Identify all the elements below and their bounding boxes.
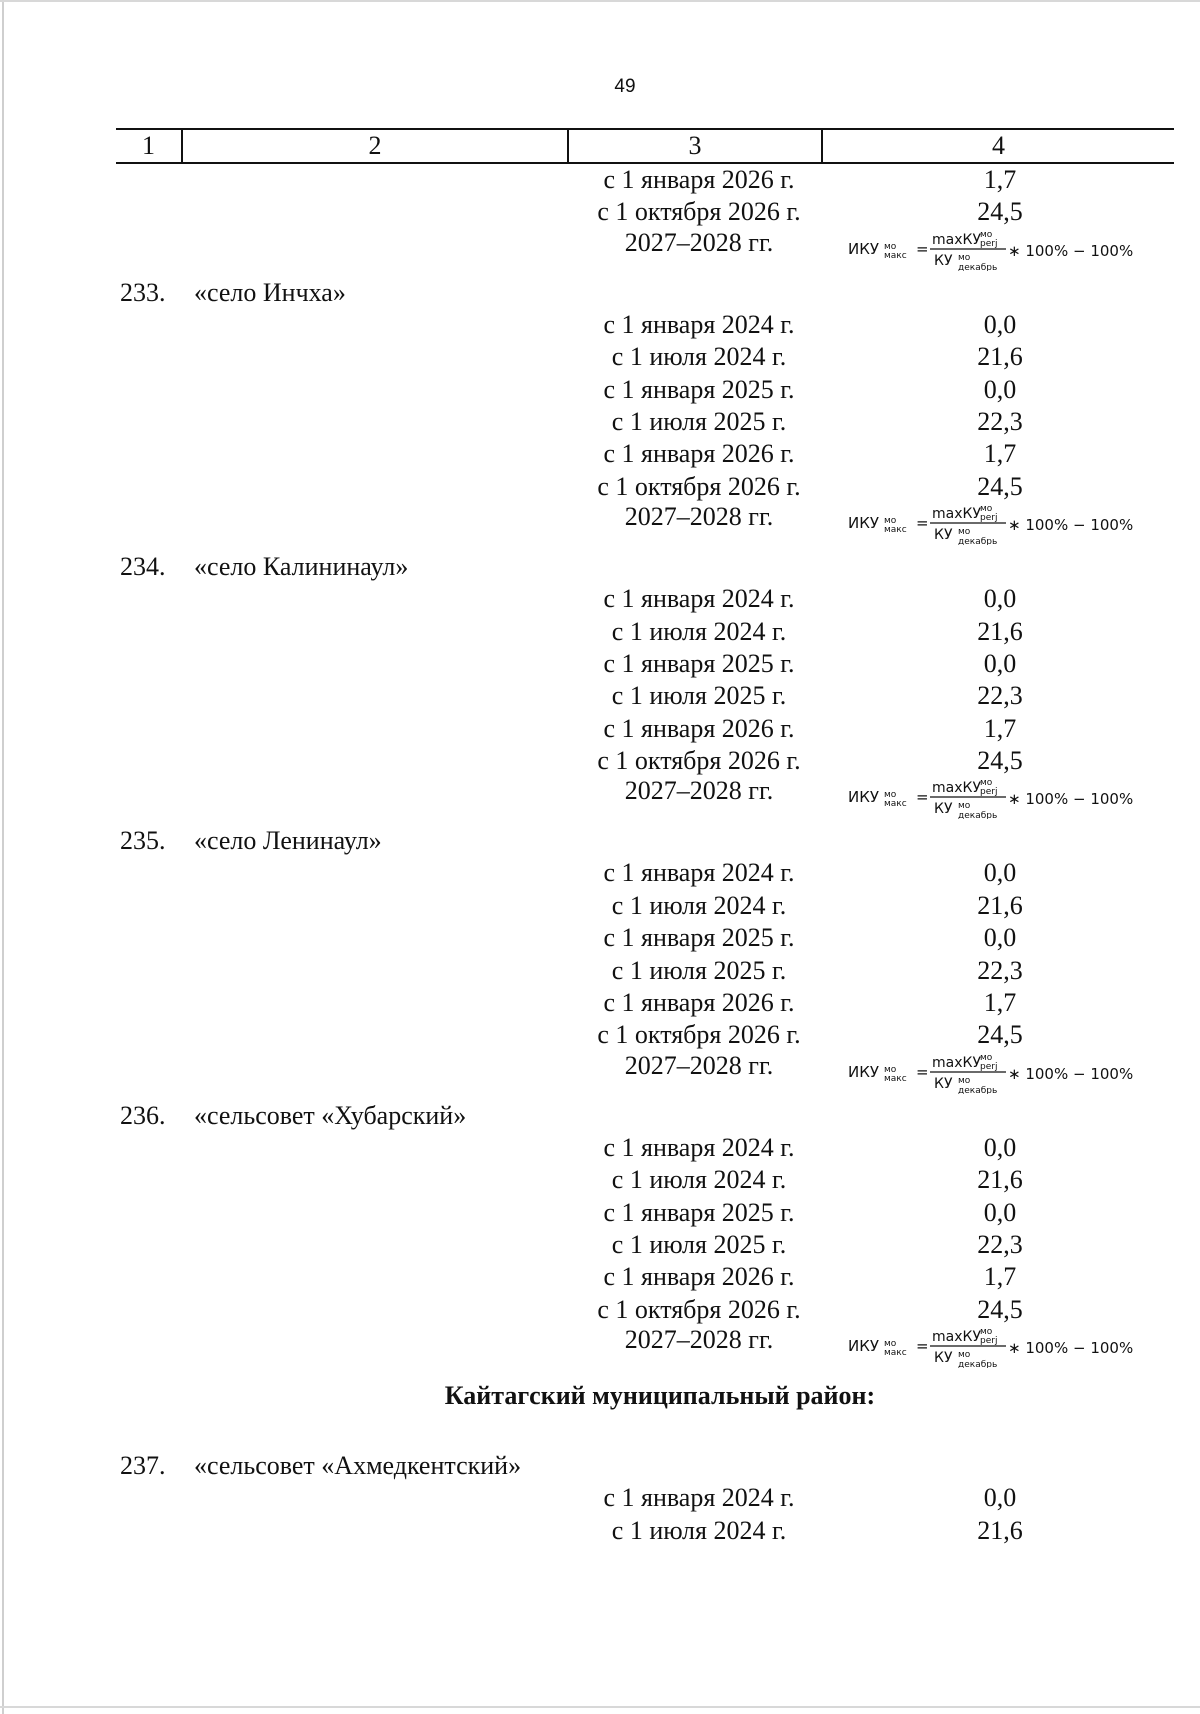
formula-lhs-sup: мо [884, 516, 897, 527]
column-header-1: 1 [116, 129, 182, 163]
page-edge-bottom [0, 1706, 1200, 1708]
index-value: 22,3 [977, 955, 1023, 985]
tariff-row-formula [0, 1325, 1200, 1369]
effective-date: с 1 января 2026 г. [603, 988, 795, 1018]
tariff-row [0, 616, 1200, 648]
tariff-row [0, 680, 1200, 712]
index-value: 21,6 [977, 616, 1023, 646]
entry-number: 236. [120, 1100, 166, 1130]
index-value: 24,5 [977, 471, 1023, 501]
formula-denominator-sub: декабрь [958, 1085, 998, 1094]
effective-date: с 1 января 2025 г. [603, 374, 795, 404]
effective-date: с 1 января 2026 г. [603, 439, 795, 469]
document-body [0, 164, 1200, 1547]
tariff-row [0, 1229, 1200, 1261]
formula-lhs: ИКУ [848, 514, 880, 533]
effective-date: с 1 января 2024 г. [603, 1483, 795, 1513]
effective-date: с 1 января 2024 г. [603, 858, 795, 888]
formula-equals: = [916, 239, 929, 258]
entry-title [0, 1100, 1200, 1132]
entry-name: «село Ленинаул» [194, 826, 382, 856]
column-header-table [116, 128, 1174, 164]
formula-tail: ∗ 100% − 100% [1008, 790, 1134, 809]
index-value: 24,5 [977, 1020, 1023, 1050]
effective-date: с 1 января 2024 г. [603, 309, 795, 339]
formula-tail: ∗ 100% − 100% [1008, 1339, 1134, 1358]
formula-denominator-sup: мо [958, 801, 971, 812]
formula-denominator: КУ [934, 1075, 953, 1092]
tariff-row [0, 1197, 1200, 1229]
entry-title [0, 551, 1200, 583]
entry-number: 235. [120, 826, 166, 856]
max-index-formula [846, 499, 1176, 545]
formula-lhs-sup: мо [884, 241, 897, 252]
tariff-row [0, 341, 1200, 373]
formula-lhs-sup: мо [884, 1339, 897, 1350]
max-index-formula [846, 773, 1176, 819]
effective-date: с 1 июля 2025 г. [611, 406, 787, 436]
entry-number: 237. [120, 1451, 166, 1481]
formula-numerator-sub: perj [980, 513, 998, 524]
max-index-formula [846, 225, 1176, 271]
effective-date: 2027–2028 гг. [624, 1050, 774, 1080]
formula-cell [846, 225, 1176, 271]
entry-title [0, 825, 1200, 857]
effective-date: с 1 января 2025 г. [603, 648, 795, 678]
formula-numerator: maxКУ [932, 231, 981, 248]
page-number: 49 [614, 76, 636, 97]
tariff-row [0, 1482, 1200, 1514]
column-header-4: 4 [822, 129, 1174, 163]
tariff-row [0, 922, 1200, 954]
formula-lhs: ИКУ [848, 1062, 880, 1081]
effective-date: с 1 июля 2024 г. [611, 342, 787, 372]
tariff-row-formula [0, 502, 1200, 546]
effective-date: 2027–2028 гг. [624, 502, 774, 532]
formula-numerator: maxКУ [932, 1054, 981, 1071]
district-heading: Кайтагский муниципальный район: [444, 1381, 876, 1411]
formula-equals: = [916, 1337, 929, 1356]
entry-number: 234. [120, 552, 166, 582]
entry-title [0, 1450, 1200, 1482]
effective-date: с 1 января 2026 г. [603, 1262, 795, 1292]
tariff-row [0, 713, 1200, 745]
entry-name: «сельсовет «Хубарский» [194, 1100, 467, 1130]
tariff-row [0, 648, 1200, 680]
municipality-entry [0, 277, 1200, 546]
formula-equals: = [916, 788, 929, 807]
formula-cell [846, 1048, 1176, 1094]
formula-lhs: ИКУ [848, 239, 880, 258]
entry-number: 233. [120, 277, 166, 307]
index-value: 1,7 [983, 439, 1017, 469]
index-value: 24,5 [977, 746, 1023, 776]
tariff-row [0, 164, 1200, 196]
effective-date: с 1 января 2026 г. [603, 165, 795, 194]
page-edge-top [0, 0, 1200, 2]
index-value: 0,0 [983, 923, 1017, 953]
formula-denominator: КУ [934, 527, 953, 544]
index-value: 21,6 [977, 1165, 1023, 1195]
effective-date: с 1 января 2024 г. [603, 1132, 795, 1162]
entry-name: «село Калининаул» [194, 552, 409, 582]
effective-date: с 1 октября 2026 г. [597, 1020, 801, 1050]
index-value: 0,0 [983, 1132, 1017, 1162]
index-value: 0,0 [983, 648, 1017, 678]
formula-denominator-sub: декабрь [958, 537, 998, 546]
formula-lhs-sup: мо [884, 1064, 897, 1075]
formula-numerator: maxКУ [932, 780, 981, 797]
formula-denominator-sup: мо [958, 527, 971, 538]
formula-lhs-sup: мо [884, 790, 897, 801]
tariff-row [0, 438, 1200, 470]
tariff-row [0, 955, 1200, 987]
formula-numerator-sup: мо [980, 504, 993, 515]
formula-numerator-sup: мо [980, 229, 993, 240]
effective-date: 2027–2028 гг. [624, 776, 774, 806]
formula-numerator-sub: perj [980, 238, 998, 249]
effective-date: с 1 октября 2026 г. [597, 197, 801, 227]
max-index-formula [846, 1048, 1176, 1094]
formula-cell [846, 773, 1176, 819]
formula-denominator-sub: декабрь [958, 262, 998, 271]
formula-tail: ∗ 100% − 100% [1008, 241, 1134, 260]
index-value: 24,5 [977, 1294, 1023, 1324]
tariff-row [0, 1515, 1200, 1547]
effective-date: 2027–2028 гг. [624, 1325, 774, 1355]
formula-denominator-sup: мо [958, 252, 971, 263]
index-value: 24,5 [977, 197, 1023, 227]
formula-numerator: maxКУ [932, 1329, 981, 1346]
entry-name: «село Инчха» [194, 277, 346, 307]
municipality-entry [0, 825, 1200, 1094]
tariff-row [0, 1261, 1200, 1293]
entry-title [0, 277, 1200, 309]
formula-lhs-sub: макс [884, 1348, 907, 1359]
formula-denominator-sup: мо [958, 1075, 971, 1086]
column-header-2: 2 [182, 129, 568, 163]
effective-date: с 1 октября 2026 г. [597, 746, 801, 776]
formula-numerator-sup: мо [980, 1327, 993, 1338]
tariff-row-formula [0, 1050, 1200, 1094]
tariff-row [0, 857, 1200, 889]
index-value: 1,7 [983, 988, 1017, 1018]
formula-denominator: КУ [934, 801, 953, 818]
formula-numerator-sup: мо [980, 1052, 993, 1063]
index-value: 0,0 [983, 1197, 1017, 1227]
formula-numerator: maxКУ [932, 506, 981, 523]
formula-numerator-sub: perj [980, 1061, 998, 1072]
formula-equals: = [916, 514, 929, 533]
index-value: 21,6 [977, 342, 1023, 372]
effective-date: с 1 июля 2025 г. [611, 1229, 787, 1259]
effective-date: с 1 января 2025 г. [603, 1197, 795, 1227]
tariff-row-formula [0, 227, 1200, 271]
index-value: 0,0 [983, 584, 1017, 614]
formula-numerator-sup: мо [980, 778, 993, 789]
formula-numerator-sub: perj [980, 787, 998, 798]
effective-date: с 1 октября 2026 г. [597, 1294, 801, 1324]
formula-denominator-sub: декабрь [958, 811, 998, 820]
column-header-3: 3 [568, 129, 822, 163]
tariff-row [0, 374, 1200, 406]
index-value: 22,3 [977, 681, 1023, 711]
formula-lhs: ИКУ [848, 788, 880, 807]
effective-date: с 1 января 2025 г. [603, 923, 795, 953]
index-value: 0,0 [983, 374, 1017, 404]
effective-date: с 1 июля 2024 г. [611, 1165, 787, 1195]
index-value: 0,0 [983, 858, 1017, 888]
formula-equals: = [916, 1062, 929, 1081]
formula-numerator-sub: perj [980, 1336, 998, 1347]
effective-date: с 1 октября 2026 г. [597, 471, 801, 501]
formula-cell [846, 499, 1176, 545]
index-value: 1,7 [983, 713, 1017, 743]
tariff-row-formula [0, 776, 1200, 820]
index-value: 22,3 [977, 406, 1023, 436]
formula-denominator-sub: декабрь [958, 1360, 998, 1369]
index-value: 21,6 [977, 890, 1023, 920]
formula-lhs-sub: макс [884, 250, 907, 261]
effective-date: с 1 июля 2024 г. [611, 890, 787, 920]
continued-entry [0, 164, 1200, 271]
effective-date: с 1 января 2026 г. [603, 713, 795, 743]
municipality-entry [0, 551, 1200, 820]
index-value: 22,3 [977, 1229, 1023, 1259]
effective-date: с 1 июля 2024 г. [611, 1515, 787, 1545]
index-value: 21,6 [977, 1515, 1023, 1545]
tariff-row [0, 583, 1200, 615]
effective-date: 2027–2028 гг. [624, 227, 774, 257]
entry-name: «сельсовет «Ахмедкентский» [194, 1451, 522, 1481]
effective-date: с 1 июля 2024 г. [611, 616, 787, 646]
index-value: 0,0 [983, 309, 1017, 339]
index-value: 1,7 [983, 1262, 1017, 1292]
effective-date: с 1 июля 2025 г. [611, 681, 787, 711]
formula-lhs-sub: макс [884, 1073, 907, 1084]
tariff-row [0, 1132, 1200, 1164]
formula-denominator: КУ [934, 1350, 953, 1367]
tariff-row [0, 406, 1200, 438]
municipality-entry [0, 1450, 1200, 1547]
formula-tail: ∗ 100% − 100% [1008, 516, 1134, 535]
tariff-row [0, 987, 1200, 1019]
formula-lhs-sub: макс [884, 525, 907, 536]
formula-lhs: ИКУ [848, 1337, 880, 1356]
index-value: 0,0 [983, 1483, 1017, 1513]
municipality-entry [0, 1100, 1200, 1369]
effective-date: с 1 июля 2025 г. [611, 955, 787, 985]
formula-lhs-sub: макс [884, 799, 907, 810]
tariff-row [0, 890, 1200, 922]
index-value: 1,7 [983, 165, 1017, 194]
tariff-row [0, 309, 1200, 341]
formula-tail: ∗ 100% − 100% [1008, 1064, 1134, 1083]
effective-date: с 1 января 2024 г. [603, 584, 795, 614]
formula-denominator: КУ [934, 252, 953, 269]
tariff-row [0, 1164, 1200, 1196]
formula-denominator-sup: мо [958, 1350, 971, 1361]
